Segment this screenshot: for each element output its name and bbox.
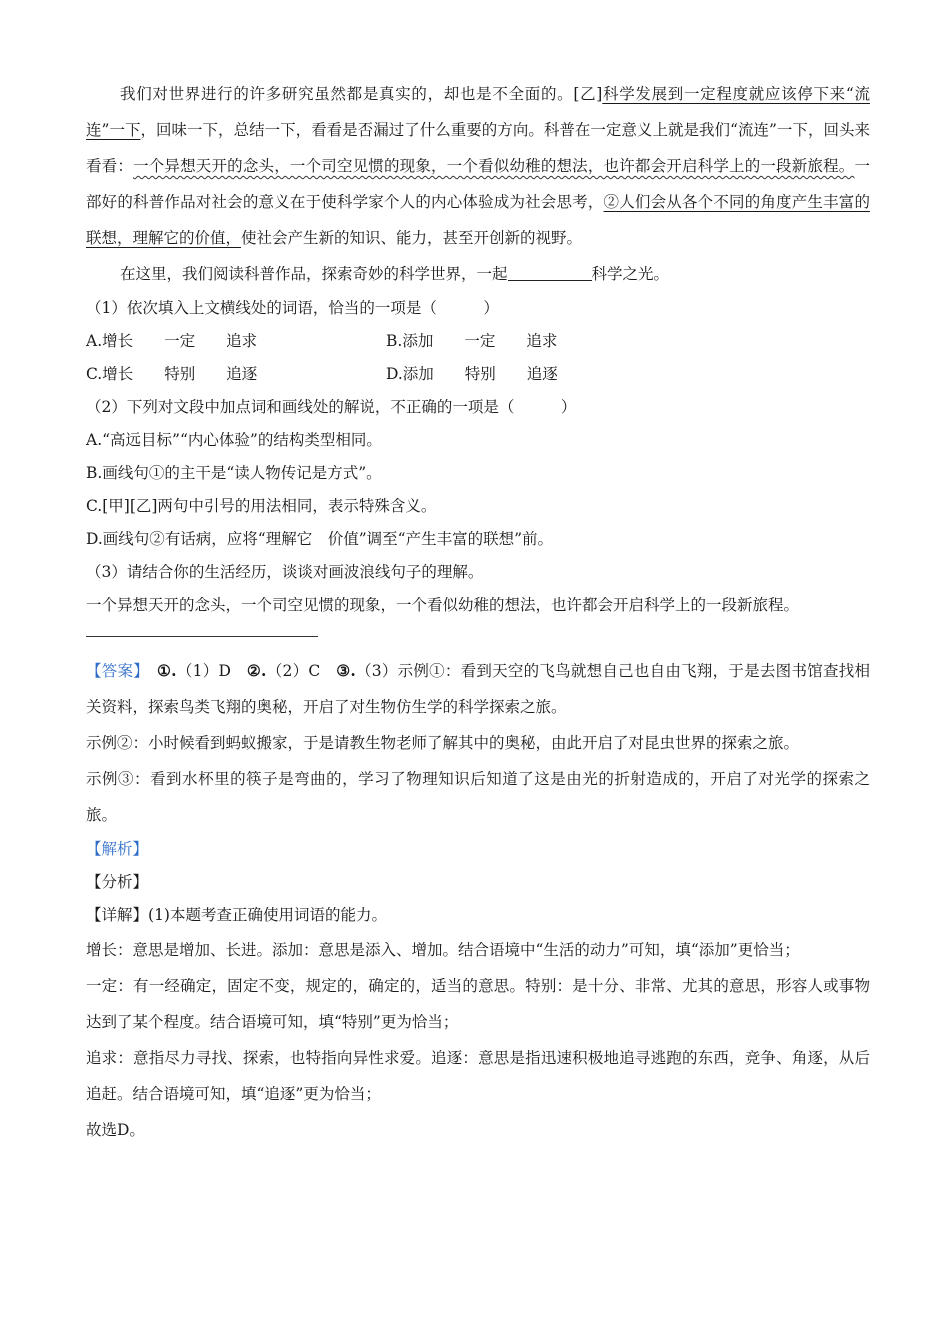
question-1-options-row [86, 325, 870, 358]
question-2-stem: （2）下列对文段中加点词和画线处的解说，不正确的一项是（ ） [86, 398, 577, 416]
fenxi-heading: 【分析】 [86, 873, 149, 891]
passage-paragraph-2 [86, 256, 870, 292]
answer-3: （3）示例①：看到天空的飞鸟就想自己也自由飞翔，于是去图书馆查找相关资料，探索鸟类飞翔的奥秘，开启了对生物仿生学的科学探索之旅。 [86, 662, 870, 716]
option-a: A.“高远目标”“内心体验”的结构类型相同。 [86, 431, 382, 449]
answer-num: ①. [157, 661, 177, 680]
analysis-conclusion: 故选D。 [86, 1121, 145, 1139]
passage-paragraph-1 [86, 76, 870, 256]
answer-example-2: 示例②：小时候看到蚂蚁搬家，于是请教生物老师了解其中的奥秘，由此开启了对昆虫世界的探索之旅。 [86, 734, 800, 752]
analysis-line-1: 增长：意思是增加、长进。添加：意思是添入、增加。结合语境中“生活的动力”可知，填“添加”更恰当； [86, 941, 800, 959]
answer-2: （2）C [266, 662, 321, 680]
detail-tag: 【详解】 [86, 906, 149, 924]
passage-text: 科学之光。 [591, 265, 670, 283]
underlined-sentence-yi: 科学发展到一定程度就应该停下来“流连”一下 [86, 85, 870, 139]
option-d: D.添加 特别 追逐 [386, 365, 558, 383]
underlined-sentence-2: ②人们会从各个不同的角度产生丰富的联想，理解它的价值， [86, 193, 870, 247]
answer-1: （1）D [176, 662, 231, 680]
option-c: C.增长 特别 追逐 [86, 365, 258, 383]
option-c: C.[甲][乙]两句中引号的用法相同，表示特殊含义。 [86, 497, 437, 515]
detail-text: (1)本题考查正确使用词语的能力。 [148, 906, 387, 924]
passage-text: ，回味一下，总结一下，看看是否漏过了什么重要的方向。科普在一定意义上就是我们“流连”一下，回头来看看： [86, 121, 870, 175]
question-1-stem: （1）依次填入上文横线处的词语，恰当的一项是（ ） [86, 299, 499, 317]
option-a: A.增长 一定 追求 [86, 332, 258, 350]
answer-example-3: 示例③：看到水杯里的筷子是弯曲的，学习了物理知识后知道了这是由光的折射造成的，开启了对光学的探索之旅。 [86, 770, 870, 824]
detail-heading [86, 899, 870, 932]
wavy-underlined-sentence: 一个异想天开的念头，一个司空见惯的现象，一个看似幼稚的想法，也许都会开启科学上的一段新旅程。 [133, 157, 855, 175]
divider [86, 636, 318, 637]
question-3-stem: （3）请结合你的生活经历，谈谈对画波浪线句子的理解。 [86, 563, 484, 581]
fill-blank [508, 262, 592, 281]
answer-block [86, 653, 870, 725]
question-1-options-row [86, 358, 870, 391]
option-b: B.画线句①的主干是“读人物传记是方式”。 [86, 464, 382, 482]
answer-num: ②. [246, 661, 267, 680]
document-page [86, 76, 870, 1148]
question-3-sentence: 一个异想天开的念头，一个司空见惯的现象，一个看似幼稚的想法，也许都会开启科学上的一段新旅程。 [86, 596, 800, 614]
passage-text: 一部好的科普作品对社会的意义在于使科学家个人的内心体验成为社会思考， [86, 157, 870, 211]
analysis-tag: 【解析】 [86, 840, 149, 858]
answer-num: ③. [336, 661, 356, 680]
analysis-line-2: 一定：有一经确定，固定不变，规定的，确定的，适当的意思。特别：是十分、非常、尤其的意思，形容人或事物达到了某个程度。结合语境可知，填“特别”更为恰当； [86, 977, 870, 1031]
option-b: B.添加 一定 追求 [386, 332, 558, 350]
analysis-line-3: 追求：意指尽力寻找、探索，也特指向异性求爱。追逐：意思是指迅速积极地追寻逃跑的东西，竞争、角逐，从后追赶。结合语境可知，填“追逐”更为恰当； [86, 1049, 870, 1103]
passage-text: 我们对世界进行的许多研究虽然都是真实的，却也是不全面的。 [120, 85, 574, 103]
answer-tag: 【答案】 [86, 662, 142, 680]
option-d: D.画线句②有话病，应将“理解它 价值”调至“产生丰富的联想”前。 [86, 530, 554, 548]
mark-yi: [乙] [573, 85, 603, 103]
passage-text: 使社会产生新的知识、能力，甚至开创新的视野。 [241, 229, 583, 247]
passage-text: 在这里，我们阅读科普作品，探索奇妙的科学世界，一起 [120, 265, 508, 283]
